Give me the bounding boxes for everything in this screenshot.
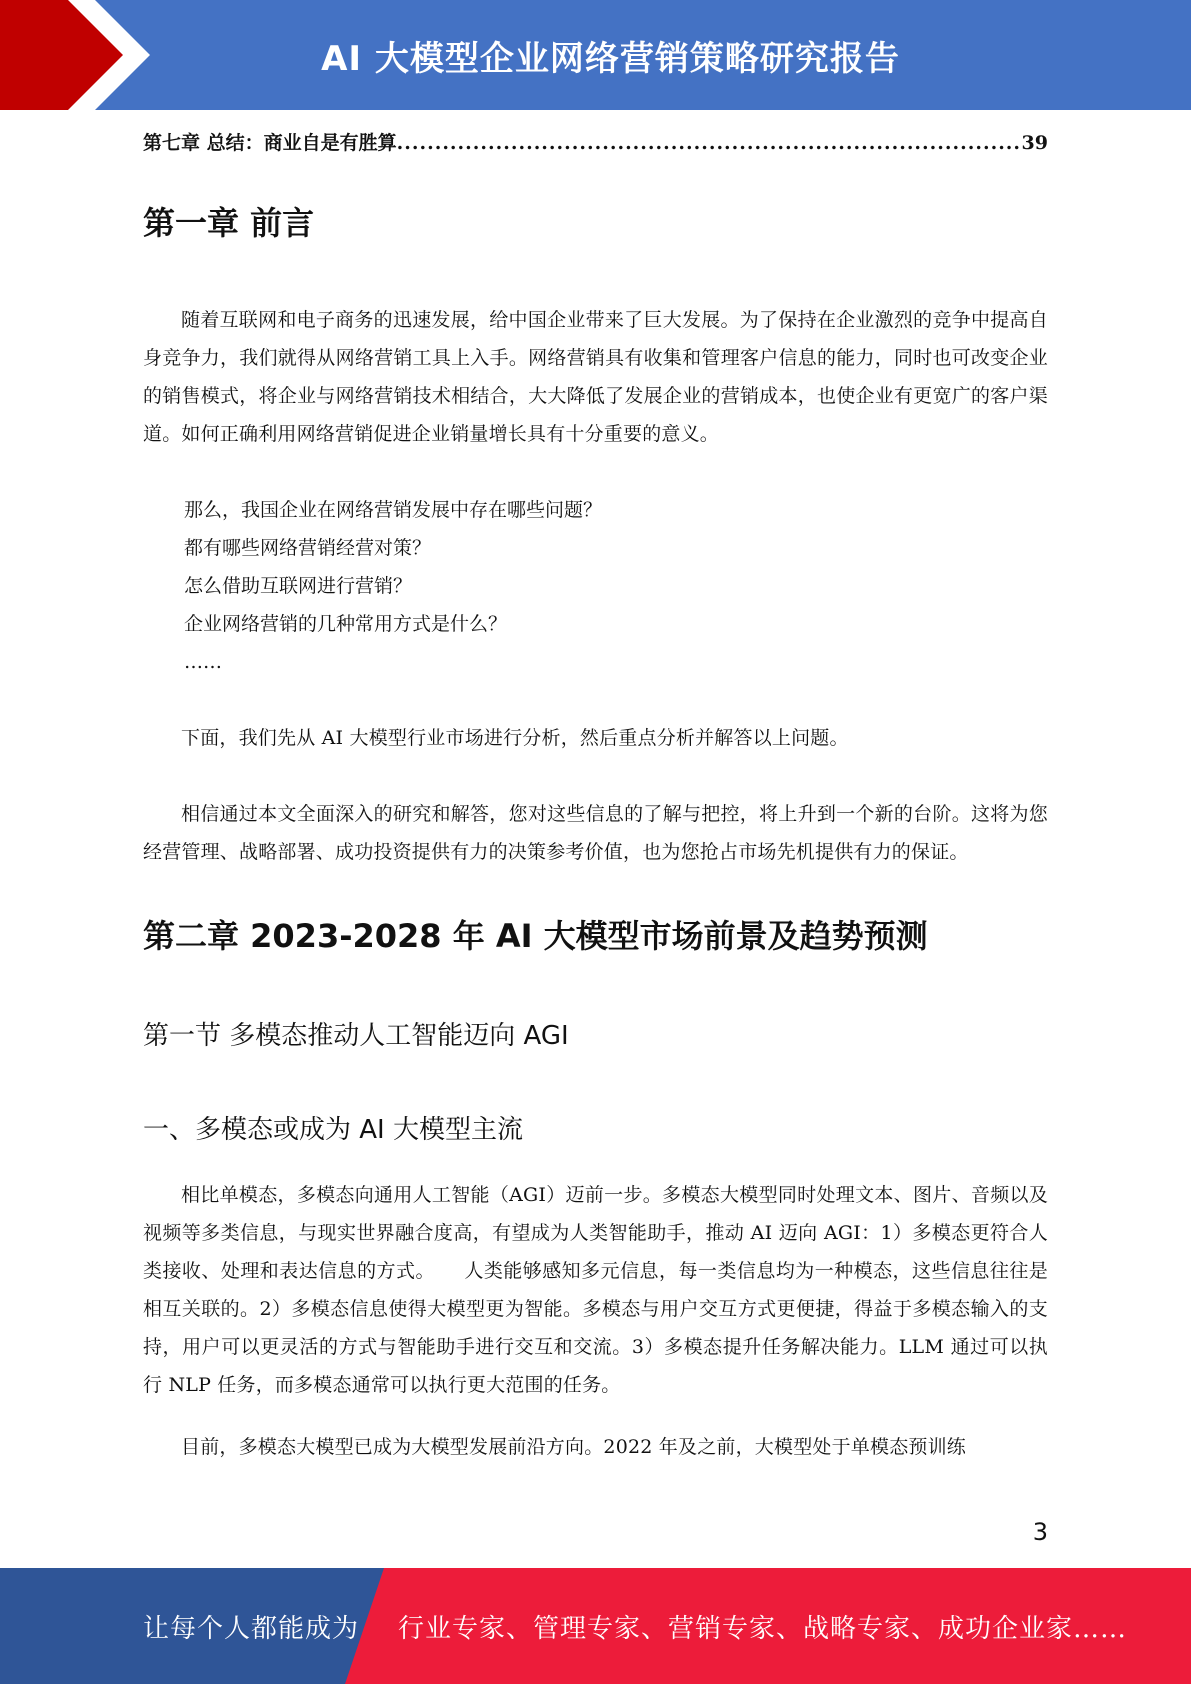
document-title: AI 大模型企业网络营销策略研究报告 bbox=[321, 38, 900, 79]
subsection-title-multimodal-mainstream: 一、多模态或成为 AI 大模型主流 bbox=[143, 1115, 523, 1145]
question-item: 企业网络营销的几种常用方式是什么？ bbox=[184, 613, 508, 635]
footer-slogan-left: 让每个人都能成为 bbox=[143, 1613, 360, 1644]
preface-next-paragraph: 下面，我们先从 AI 大模型行业市场进行分析，然后重点分析并解答以上问题。 bbox=[181, 727, 849, 749]
chapter-title-market-outlook: 第二章 2023-2028 年 AI 大模型市场前景及趋势预测 bbox=[143, 917, 928, 955]
multimodal-paragraph: 相比单模态，多模态向通用人工智能（AGI）迈前一步。多模态大模型同时处理文本、图片、音频以及视频等多类信息，与现实世界融合度高，有望成为人类智能助手，推动 AI 迈向 AGI：1）多模态更符合人类接收、处理和表达信息的方式。 人类能够感知多元信息，每一类信息均为一种模态，这些信息往往是相互关联的。2）多模态信息使得大模型更为智能。多模态与用户交互方式更便捷，得益于多模态输入的支持，用户可以更灵活的方式与智能助手进行交互和交流。3）多模态提升任务解决能力。LLM 通过可以执行 NLP 任务，而多模态通常可以执行更大范围的任务。 bbox=[143, 1184, 1048, 1396]
preface-closing-paragraph: 相信通过本文全面深入的研究和解答，您对这些信息的了解与把控，将上升到一个新的台阶。这将为您经营管理、战略部署、成功投资提供有力的决策参考价值，也为您抢占市场先机提供有力的保证。 bbox=[143, 803, 1048, 863]
question-item: 那么，我国企业在网络营销发展中存在哪些问题？ bbox=[184, 499, 603, 521]
question-list bbox=[143, 491, 1048, 681]
toc-entry[interactable] bbox=[143, 128, 1048, 158]
section-title-multimodal: 第一节 多模态推动人工智能迈向 AGI bbox=[143, 1021, 569, 1051]
question-item: …… bbox=[184, 651, 222, 673]
question-item: 怎么借助互联网进行营销？ bbox=[184, 575, 413, 597]
chapter-title-preface: 第一章 前言 bbox=[143, 204, 315, 242]
toc-entry-label: 第七章 总结：商业自是有胜算 bbox=[143, 132, 397, 154]
page-footer bbox=[0, 1568, 1191, 1684]
toc-leader-dots bbox=[397, 132, 1022, 154]
page-content bbox=[143, 128, 1048, 1466]
footer-slogan-right: 行业专家、管理专家、营销专家、战略专家、成功企业家…… bbox=[398, 1613, 1128, 1644]
multimodal-frontier-paragraph: 目前，多模态大模型已成为大模型发展前沿方向。2022 年及之前，大模型处于单模态预训练 bbox=[181, 1436, 966, 1458]
page-header bbox=[0, 0, 1191, 110]
page-number: 3 bbox=[1032, 1518, 1048, 1546]
question-item: 都有哪些网络营销经营对策？ bbox=[184, 537, 432, 559]
toc-entry-page: 39 bbox=[1021, 132, 1048, 154]
preface-intro-paragraph: 随着互联网和电子商务的迅速发展，给中国企业带来了巨大发展。为了保持在企业激烈的竞争中提高自身竞争力，我们就得从网络营销工具上入手。网络营销具有收集和管理客户信息的能力，同时也可改变企业的销售模式，将企业与网络营销技术相结合，大大降低了发展企业的营销成本，也使企业有更宽广的客户渠道。如何正确利用网络营销促进企业销量增长具有十分重要的意义。 bbox=[143, 309, 1048, 445]
